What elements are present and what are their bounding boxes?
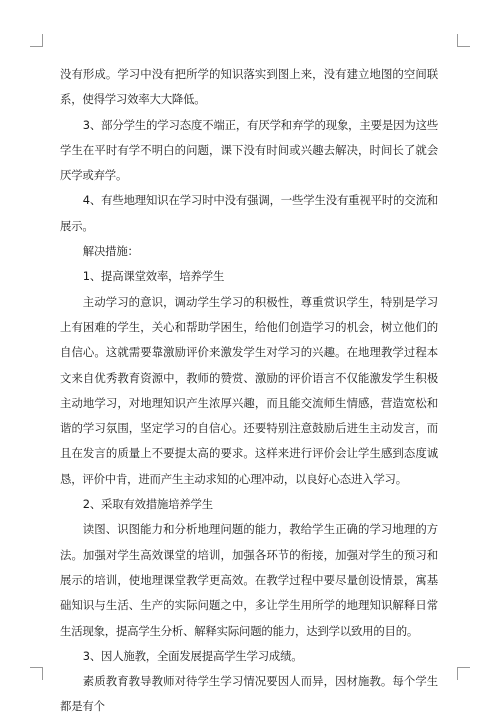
heading-measure-1: 1、提高课堂效率，培养学生 [82, 269, 225, 284]
document-body [60, 62, 438, 720]
heading-solutions: 解决措施： [82, 244, 139, 259]
paragraph-measure-3: 素质教育教导教师对待学生学习情况要因人而异，因材施教。每个学生都是有个 [60, 674, 438, 714]
heading-measure-2: 2、采取有效措施培养学生 [82, 497, 213, 512]
heading-measure-3: 3、因人施教，全面发展提高学生学习成绩。 [82, 648, 303, 663]
crop-mark-top-left [30, 34, 43, 47]
crop-mark-bottom-left [30, 667, 43, 680]
paragraph-measure-2: 读图、识图能力和分析地理问题的能力，教给学生正确的学习地理的方法。加强对学生高效课堂的培训，加强各环节的衔接，加强对学生的预习和展示的培训，使地理课堂教学更高效。在教学过程中要尽量创设情景，寓基础知识与生活、生产的实际问题之中，多让学生用所学的地理知识解释日常生活现象，提高学生分析、解释实际问题的能力，达到学以致用的目的。 [60, 522, 438, 638]
paragraph-point-3: 3、部分学生的学习态度不端正，有厌学和弃学的现象，主要是因为这些学生在平时有学不明白的问题，课下没有时间或兴趣去解决，时间长了就会厌学或弃学。 [60, 117, 438, 183]
crop-mark-top-right [457, 34, 470, 47]
paragraph-measure-1: 主动学习的意识，调动学生学习的积极性，尊重赏识学生，特别是学习上有困难的学生，关心和帮助学困生，给他们创造学习的机会，树立他们的自信心。这就需要靠激励评价来激发学生对学习的兴趣。在地理教学过程本文来自优秀教育资源中，教师的赞赏、激励的评价语言不仅能激发学生积极主动地学习，对地理知识产生浓厚兴趣，而且能交流师生情感，营造宽松和谐的学习氛围，坚定学习的自信心。还要特别注意鼓励后进生主动发言，而且在发言的质量上不要提太高的要求。这样来进行评价会让学生感到态度诚恳，评价中肯，进而产生主动求知的心理冲动，以良好心态进入学习。 [60, 294, 438, 486]
crop-mark-bottom-right [457, 667, 470, 680]
paragraph-continuation: 没有形成。学习中没有把所学的知识落实到图上来，没有建立地图的空间联系，使得学习效率大大降低。 [60, 67, 438, 107]
paragraph-point-4: 4、有些地理知识在学习时中没有强调，一些学生没有重视平时的交流和展示。 [60, 193, 438, 233]
